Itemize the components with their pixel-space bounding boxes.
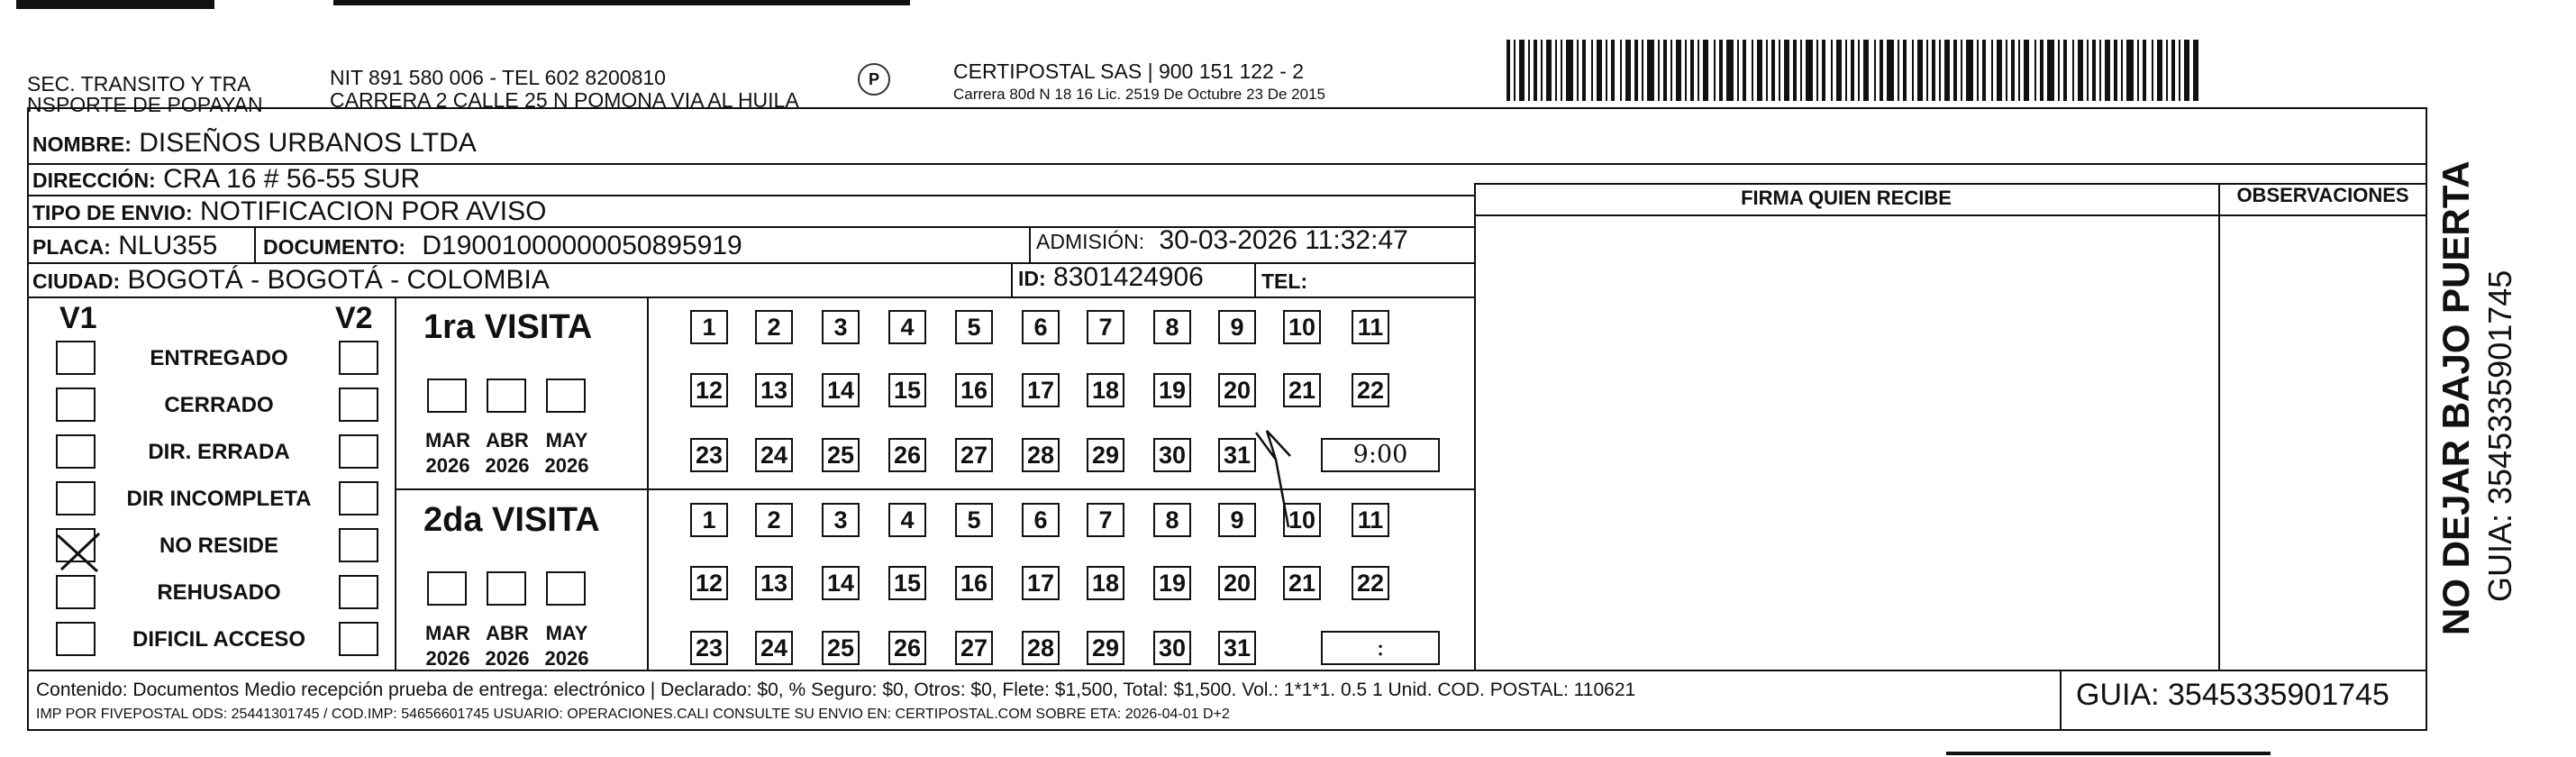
v2-checkbox[interactable] bbox=[339, 341, 378, 375]
reason-label: ENTREGADO bbox=[150, 346, 288, 370]
visit1-day-box[interactable]: 15 bbox=[888, 373, 926, 407]
visit2-day-box[interactable]: 25 bbox=[822, 631, 860, 665]
shipment-type-label: TIPO DE ENVIO: bbox=[32, 201, 193, 224]
divider bbox=[647, 296, 649, 670]
divider bbox=[27, 296, 1474, 298]
signature-area[interactable] bbox=[1478, 218, 2215, 667]
visit1-day-box[interactable]: 1 bbox=[690, 310, 728, 344]
visit1-day-box[interactable]: 8 bbox=[1153, 310, 1191, 344]
recipient-address: CRA 16 # 56-55 SUR bbox=[163, 164, 421, 194]
visit1-day-box[interactable]: 16 bbox=[955, 373, 993, 407]
v1-checkbox[interactable] bbox=[56, 575, 96, 609]
visit1-day-box[interactable]: 17 bbox=[1022, 373, 1060, 407]
plate-value: NLU355 bbox=[118, 231, 218, 260]
visit1-day-box[interactable]: 24 bbox=[755, 438, 793, 472]
visit1-day-box[interactable]: 19 bbox=[1153, 373, 1191, 407]
visit2-month-label: MAY bbox=[545, 622, 588, 644]
divider bbox=[254, 226, 256, 262]
courier-license: Carrera 80d N 18 16 Lic. 2519 De Octubre 23 De 2015 bbox=[953, 86, 1325, 103]
visit1-time-box[interactable]: 9:00 bbox=[1321, 438, 1440, 472]
visit1-day-box[interactable]: 5 bbox=[955, 310, 993, 344]
visit1-day-box[interactable]: 31 bbox=[1218, 438, 1256, 472]
visit2-day-box[interactable]: 19 bbox=[1153, 566, 1191, 600]
visit2-day-box[interactable]: 2 bbox=[755, 503, 793, 537]
visit2-day-box[interactable]: 31 bbox=[1218, 631, 1256, 665]
visit2-day-box[interactable]: 1 bbox=[690, 503, 728, 537]
visit1-day-box[interactable]: 3 bbox=[822, 310, 860, 344]
visit2-day-box[interactable]: 26 bbox=[888, 631, 926, 665]
id-label: ID: bbox=[1018, 267, 1046, 290]
visit1-day-box[interactable]: 22 bbox=[1352, 373, 1389, 407]
divider bbox=[2060, 670, 2062, 731]
visit1-day-box[interactable]: 30 bbox=[1153, 438, 1191, 472]
sender-name-line1: SEC. TRANSITO Y TRA bbox=[27, 72, 251, 96]
id-value: 8301424906 bbox=[1053, 262, 1204, 292]
sender-nit: NIT 891 580 006 - TEL 602 8200810 bbox=[330, 66, 666, 89]
courier-name: CERTIPOSTAL SAS | 900 151 122 - 2 bbox=[953, 59, 1305, 83]
visit2-day-box[interactable]: 22 bbox=[1352, 566, 1389, 600]
guide-number: GUIA: 3545335901745 bbox=[2076, 678, 2389, 712]
visit1-day-box[interactable]: 14 bbox=[822, 373, 860, 407]
visit1-day-box[interactable]: 10 bbox=[1283, 310, 1321, 344]
top-edge-mark bbox=[16, 0, 214, 9]
v1-label: V1 bbox=[59, 301, 97, 335]
visit1-day-box[interactable]: 7 bbox=[1087, 310, 1124, 344]
visit1-day-box[interactable]: 21 bbox=[1283, 373, 1321, 407]
visit2-day-box[interactable]: 14 bbox=[822, 566, 860, 600]
name-label: NOMBRE: bbox=[32, 132, 132, 156]
sender-address: CARRERA 2 CALLE 25 N POMONA VIA AL HUILA bbox=[330, 88, 799, 112]
visit1-title: 1ra VISITA bbox=[423, 308, 593, 346]
visit2-day-box[interactable]: 8 bbox=[1153, 503, 1191, 537]
sender-name-line2: NSPORTE DE POPAYAN bbox=[27, 93, 263, 116]
visit2-year-label: 2026 bbox=[544, 647, 589, 670]
visit1-month-label: MAY bbox=[545, 429, 588, 451]
visit1-year-label: 2026 bbox=[425, 454, 470, 477]
plate-row bbox=[32, 231, 217, 262]
observations-area[interactable] bbox=[2222, 218, 2426, 667]
v1-checkbox[interactable] bbox=[56, 434, 96, 469]
visit1-month-label: ABR bbox=[486, 429, 529, 451]
visit2-day-box[interactable]: 4 bbox=[888, 503, 926, 537]
visit2-day-box[interactable]: 12 bbox=[690, 566, 728, 600]
reason-label: DIR. ERRADA bbox=[148, 440, 290, 464]
visit2-month-label: ABR bbox=[486, 622, 529, 644]
visit1-day-box[interactable]: 12 bbox=[690, 373, 728, 407]
visit2-day-box[interactable]: 11 bbox=[1352, 503, 1389, 537]
recipient-address-row bbox=[32, 164, 420, 196]
visit2-month-label: MAR bbox=[424, 622, 471, 644]
city-row bbox=[32, 265, 550, 296]
visit1-month-checkbox[interactable] bbox=[546, 378, 586, 413]
divider bbox=[27, 670, 2427, 671]
bottom-edge-line bbox=[1946, 752, 2271, 755]
courier-logo-icon: P bbox=[858, 63, 890, 96]
visit1-day-box[interactable]: 20 bbox=[1218, 373, 1256, 407]
visit2-year-label: 2026 bbox=[425, 647, 470, 670]
content-line: Contenido: Documentos Medio recepción prueba de entrega: electrónico | Declarado: $0, % Seguro: $0, Otros: $0, Flete: $1,500, Total: $1,500. Vol.: 1*1*1. 0.5 1 Unid. COD. POSTAL: 110621 bbox=[36, 679, 1636, 700]
side-warning: NO DEJAR BAJO PUERTA bbox=[2435, 160, 2477, 635]
v1-checkbox[interactable] bbox=[56, 481, 96, 515]
visit1-month-label: MAR bbox=[424, 429, 471, 451]
x-mark-icon bbox=[52, 530, 106, 575]
recipient-name: DISEÑOS URBANOS LTDA bbox=[139, 128, 477, 158]
visit2-day-box[interactable]: 24 bbox=[755, 631, 793, 665]
visit1-day-box[interactable]: 23 bbox=[690, 438, 728, 472]
barcode-image bbox=[1506, 40, 2200, 101]
document-value: D19001000000050895919 bbox=[422, 231, 742, 260]
visit1-day-box[interactable]: 18 bbox=[1087, 373, 1124, 407]
visit2-day-box[interactable]: 13 bbox=[755, 566, 793, 600]
city-label: CIUDAD: bbox=[32, 269, 121, 293]
reason-label: DIFICIL ACCESO bbox=[132, 627, 305, 652]
signature-header: FIRMA QUIEN RECIBE bbox=[1741, 187, 1952, 209]
visit2-month-checkbox[interactable] bbox=[487, 571, 526, 606]
reason-label: NO RESIDE bbox=[159, 534, 279, 558]
visit2-day-box[interactable]: 17 bbox=[1022, 566, 1060, 600]
visit2-day-box[interactable]: 5 bbox=[955, 503, 993, 537]
visit2-day-box[interactable]: 15 bbox=[888, 566, 926, 600]
shipment-type-row bbox=[32, 196, 546, 228]
visit1-day-box[interactable]: 4 bbox=[888, 310, 926, 344]
visit1-day-box[interactable]: 2 bbox=[755, 310, 793, 344]
visit2-day-box[interactable]: 23 bbox=[690, 631, 728, 665]
v1-checkbox[interactable] bbox=[56, 388, 96, 422]
v2-checkbox[interactable] bbox=[339, 575, 378, 609]
visit2-day-box[interactable]: 3 bbox=[822, 503, 860, 537]
admission-label: ADMISIÓN: bbox=[1036, 230, 1145, 253]
v2-checkbox[interactable] bbox=[339, 622, 378, 656]
visit1-day-box[interactable]: 11 bbox=[1352, 310, 1389, 344]
divider bbox=[1474, 183, 1476, 670]
divider bbox=[1474, 214, 2427, 216]
visit2-day-box[interactable]: 27 bbox=[955, 631, 993, 665]
top-edge-line bbox=[333, 0, 910, 5]
visit1-year-label: 2026 bbox=[485, 454, 530, 477]
plate-label: PLACA: bbox=[32, 235, 111, 259]
reason-label: DIR INCOMPLETA bbox=[126, 487, 312, 511]
visit1-day-box[interactable]: 6 bbox=[1022, 310, 1060, 344]
visit1-day-box[interactable]: 9 bbox=[1218, 310, 1256, 344]
visit2-time-box[interactable]: : bbox=[1321, 631, 1440, 665]
visit2-day-box[interactable]: 30 bbox=[1153, 631, 1191, 665]
visit2-day-box[interactable]: 18 bbox=[1087, 566, 1124, 600]
v2-checkbox[interactable] bbox=[339, 481, 378, 515]
divider bbox=[1254, 262, 1256, 296]
v1-checkbox[interactable] bbox=[56, 622, 96, 656]
divider bbox=[395, 488, 1474, 490]
v2-label: V2 bbox=[335, 301, 373, 335]
visit2-day-box[interactable]: 9 bbox=[1218, 503, 1256, 537]
id-row bbox=[1018, 262, 1204, 294]
visit2-day-box[interactable]: 28 bbox=[1022, 631, 1060, 665]
visit1-month-checkbox[interactable] bbox=[427, 378, 467, 413]
visit2-year-label: 2026 bbox=[485, 647, 530, 670]
visit1-day-box[interactable]: 29 bbox=[1087, 438, 1124, 472]
observations-header: OBSERVACIONES bbox=[2236, 184, 2409, 206]
shipment-type: NOTIFICACION POR AVISO bbox=[199, 196, 547, 226]
visit2-month-checkbox[interactable] bbox=[546, 571, 586, 606]
recipient-name-row bbox=[32, 128, 477, 160]
document-row bbox=[263, 231, 742, 262]
admission-row bbox=[1036, 225, 1408, 257]
v2-checkbox[interactable] bbox=[339, 388, 378, 422]
reason-label: CERRADO bbox=[164, 393, 274, 417]
side-guide: GUIA: 3545335901745 bbox=[2481, 269, 2518, 602]
city-value: BOGOTÁ - BOGOTÁ - COLOMBIA bbox=[127, 265, 550, 295]
visit1-month-checkbox[interactable] bbox=[487, 378, 526, 413]
visit1-day-box[interactable]: 28 bbox=[1022, 438, 1060, 472]
visit1-day-box[interactable]: 26 bbox=[888, 438, 926, 472]
reason-label: REHUSADO bbox=[157, 580, 281, 605]
visit1-day-box[interactable]: 13 bbox=[755, 373, 793, 407]
visit2-day-box[interactable]: 29 bbox=[1087, 631, 1124, 665]
visit2-day-box[interactable]: 21 bbox=[1283, 566, 1321, 600]
address-label: DIRECCIÓN: bbox=[32, 169, 156, 192]
visit1-day-box[interactable]: 27 bbox=[955, 438, 993, 472]
divider bbox=[1029, 226, 1031, 262]
visit2-day-box[interactable]: 6 bbox=[1022, 503, 1060, 537]
visit2-day-box[interactable]: 10 bbox=[1283, 503, 1321, 537]
print-line: IMP POR FIVEPOSTAL ODS: 25441301745 / COD.IMP: 54656601745 USUARIO: OPERACIONES.CALI CONSULTE SU ENVIO EN: CERTIPOSTAL.COM SOBRE ETA: 2026-04-01 D+2 bbox=[36, 707, 1230, 722]
divider bbox=[1011, 262, 1013, 296]
divider bbox=[2218, 183, 2220, 670]
visit1-day-box[interactable]: 25 bbox=[822, 438, 860, 472]
tel-label: TEL: bbox=[1261, 269, 1308, 293]
visit2-day-box[interactable]: 20 bbox=[1218, 566, 1256, 600]
visit2-title: 2da VISITA bbox=[423, 501, 600, 539]
visit1-year-label: 2026 bbox=[544, 454, 589, 477]
strike-mark-icon bbox=[1249, 424, 1312, 532]
v2-checkbox[interactable] bbox=[339, 434, 378, 469]
tel-row bbox=[1261, 265, 1307, 296]
visit2-day-box[interactable]: 16 bbox=[955, 566, 993, 600]
admission-value: 30-03-2026 11:32:47 bbox=[1159, 225, 1408, 255]
divider bbox=[27, 262, 1474, 264]
v2-checkbox[interactable] bbox=[339, 528, 378, 562]
v1-checkbox[interactable] bbox=[56, 341, 96, 375]
divider bbox=[395, 296, 396, 670]
document-label: DOCUMENTO: bbox=[263, 235, 406, 259]
visit2-month-checkbox[interactable] bbox=[427, 571, 467, 606]
visit2-day-box[interactable]: 7 bbox=[1087, 503, 1124, 537]
